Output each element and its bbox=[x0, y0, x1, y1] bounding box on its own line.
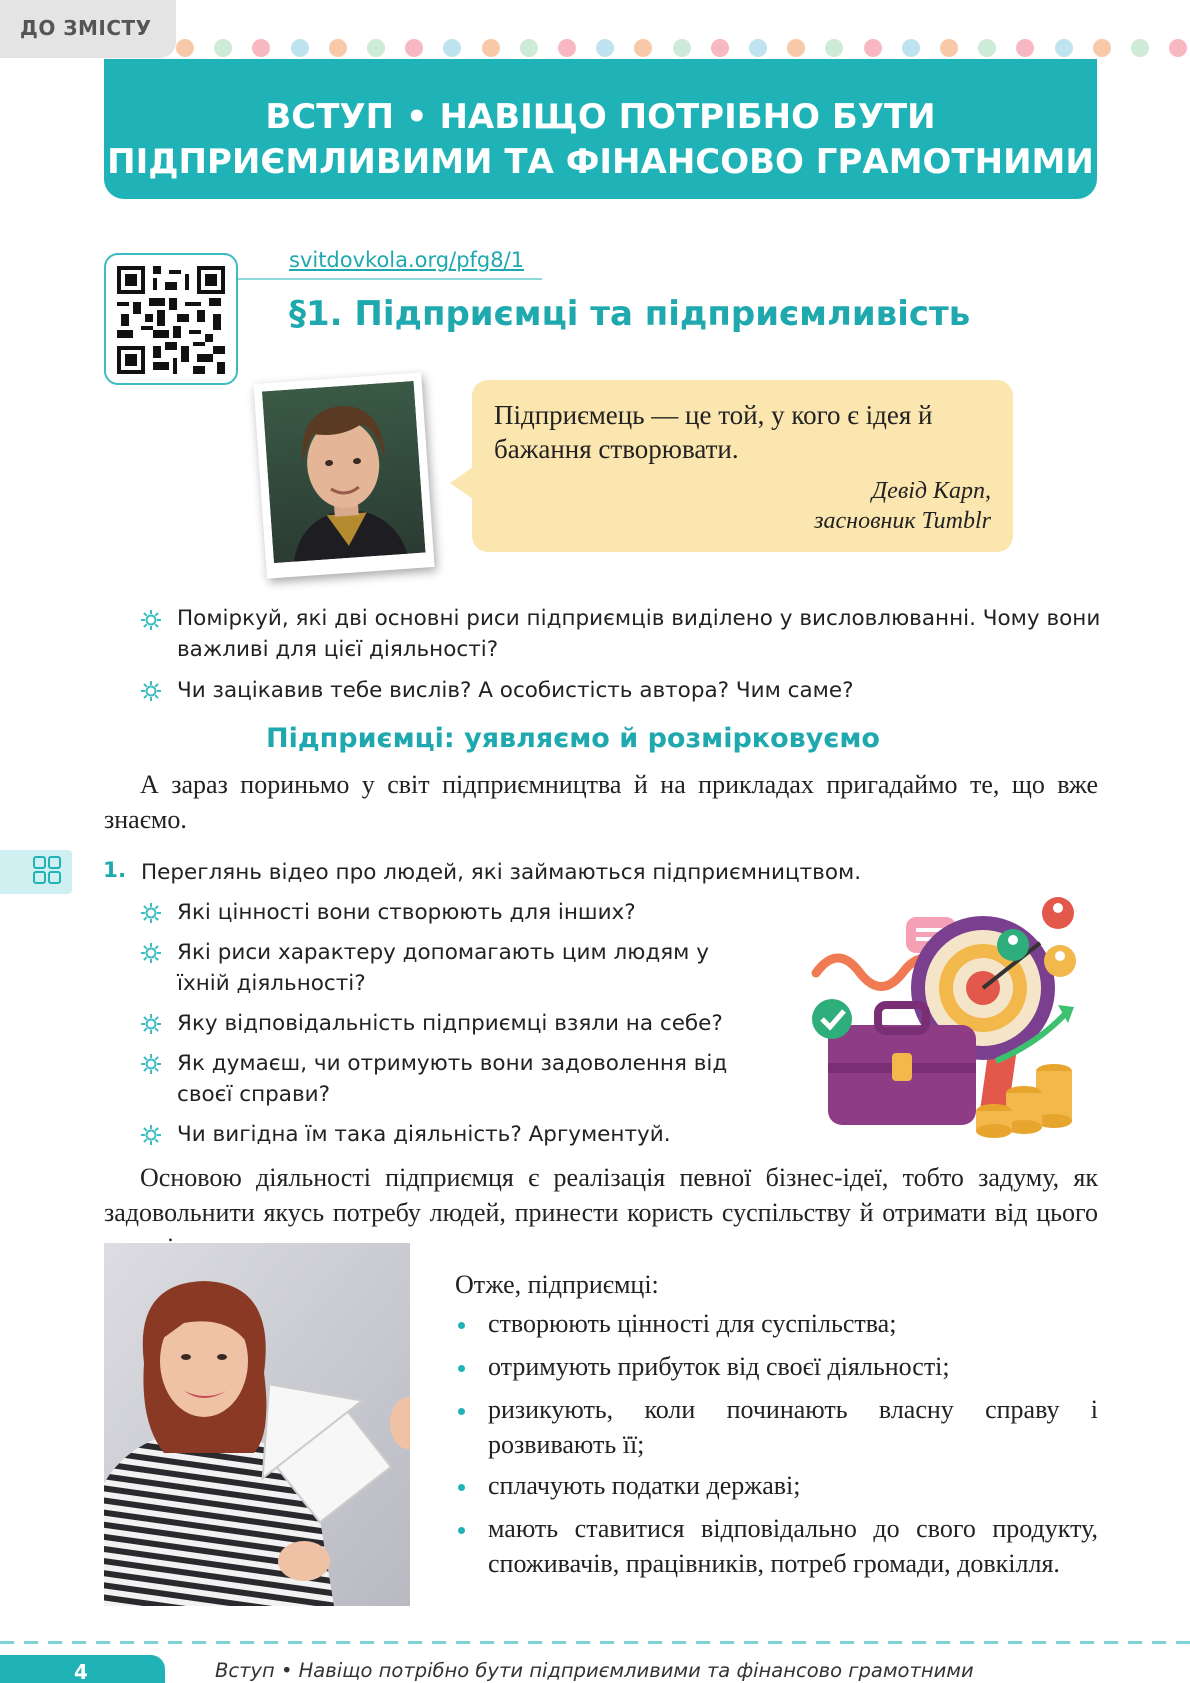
bullet-marker bbox=[458, 1322, 465, 1329]
decorative-dot bbox=[1055, 39, 1073, 57]
decorative-dot bbox=[634, 39, 652, 57]
decorative-dot bbox=[367, 39, 385, 57]
quote-author bbox=[494, 476, 991, 536]
sun-bullet-icon bbox=[140, 1124, 162, 1146]
banner-line-1: ВСТУП • НАВІЩО ПОТРІБНО БУТИ bbox=[265, 97, 936, 137]
decorative-dot bbox=[1169, 39, 1187, 57]
portrait-photo bbox=[253, 372, 434, 578]
bullet-marker bbox=[458, 1484, 465, 1491]
footer-dashed-line bbox=[0, 1641, 1190, 1644]
reflection-question: Поміркуй, які дві основні риси підприємців виділено у висловлюванні. Чому вони важливі для цієї діяльності? bbox=[177, 606, 1101, 662]
toc-link[interactable]: ДО ЗМІСТУ bbox=[0, 0, 176, 58]
decorative-dot bbox=[443, 39, 461, 57]
decorative-dot bbox=[329, 39, 347, 57]
sun-bullet-icon bbox=[140, 1053, 162, 1075]
section-subheading: Підприємці: уявляємо й розмірковуємо bbox=[266, 723, 880, 754]
url-underline bbox=[238, 278, 542, 280]
qr-code[interactable] bbox=[104, 253, 238, 385]
woman-with-arrow-photo bbox=[104, 1243, 410, 1606]
sun-bullet-icon bbox=[140, 680, 162, 702]
lesson-url-link[interactable]: svitdovkola.org/pfg8/1 bbox=[289, 248, 525, 272]
banner-line-2: ПІДПРИЄМЛИВИМИ ТА ФІНАНСОВО ГРАМОТНИМИ bbox=[107, 142, 1094, 182]
task-number: 1. bbox=[103, 858, 127, 883]
decorative-dot bbox=[558, 39, 576, 57]
decorative-dot bbox=[520, 39, 538, 57]
task-question: Чи вигідна їм така діяльність? Аргументуй. bbox=[177, 1122, 671, 1147]
decorative-dot bbox=[864, 39, 882, 57]
bullet-item: сплачують податки державі; bbox=[488, 1471, 801, 1500]
task-text: Переглянь відео про людей, які займаються підприємництвом. bbox=[141, 860, 862, 885]
quote-author-role: засновник Tumblr bbox=[814, 508, 991, 534]
bullet-marker bbox=[458, 1365, 465, 1372]
quote-bubble bbox=[472, 380, 1013, 552]
reflection-question: Чи зацікавив тебе вислів? А особистість автора? Чим саме? bbox=[177, 678, 854, 703]
bullet-marker bbox=[458, 1408, 465, 1415]
running-title: Вступ • Навіщо потрібно бути підприємливими та фінансово грамотними bbox=[215, 1659, 974, 1682]
decorative-dot bbox=[1131, 39, 1149, 57]
decorative-dot bbox=[176, 39, 194, 57]
video-task-marker bbox=[0, 850, 72, 894]
therefore-line: Отже, підприємці: bbox=[455, 1270, 659, 1299]
paragraph-title: §1. Підприємці та підприємливість bbox=[289, 294, 971, 334]
decorative-dot bbox=[252, 39, 270, 57]
quote-text: Підприємець — це той, у кого є ідея й бажання створювати. bbox=[494, 400, 933, 464]
business-target-illustration bbox=[808, 893, 1090, 1143]
decorative-dot bbox=[291, 39, 309, 57]
page-number: 4 bbox=[0, 1655, 165, 1683]
bullet-marker bbox=[458, 1527, 465, 1534]
sun-bullet-icon bbox=[140, 609, 162, 631]
decorative-dot bbox=[482, 39, 500, 57]
task-question: Яку відповідальність підприємці взяли на себе? bbox=[177, 1011, 723, 1036]
bullet-item: створюють цінності для суспільства; bbox=[488, 1309, 897, 1338]
bullet-item: мають ставитися відповідально до свого продукту, споживачів, працівників, потреб громади, довкілля. bbox=[488, 1514, 1098, 1578]
sun-bullet-icon bbox=[140, 902, 162, 924]
bullet-item: отримують прибуток від своєї діяльності; bbox=[488, 1352, 950, 1381]
decorative-dot bbox=[1016, 39, 1034, 57]
decorative-dot bbox=[787, 39, 805, 57]
decorative-dot bbox=[902, 39, 920, 57]
decorative-dot bbox=[711, 39, 729, 57]
decorative-dots bbox=[176, 39, 1186, 59]
video-grid-icon bbox=[0, 850, 72, 894]
decorative-dot bbox=[825, 39, 843, 57]
decorative-dot bbox=[405, 39, 423, 57]
decorative-dot bbox=[978, 39, 996, 57]
decorative-dot bbox=[1093, 39, 1111, 57]
decorative-dot bbox=[673, 39, 691, 57]
decorative-dot bbox=[214, 39, 232, 57]
decorative-dot bbox=[596, 39, 614, 57]
quote-author-name: Девід Карп, bbox=[871, 478, 991, 504]
task-question: Які цінності вони створюють для інших? bbox=[177, 900, 636, 925]
bullet-item: ризикують, коли починають власну справу і розвивають її; bbox=[488, 1395, 1098, 1459]
chapter-banner bbox=[104, 59, 1097, 199]
task-question: Які риси характеру допомагають цим людям у їхній діяльності? bbox=[177, 940, 709, 996]
sun-bullet-icon bbox=[140, 942, 162, 964]
intro-paragraph: А зараз пориньмо у світ підприємництва й на прикладах пригадаймо те, що вже знаємо. bbox=[104, 770, 1098, 834]
sun-bullet-icon bbox=[140, 1013, 162, 1035]
qr-code-icon bbox=[117, 266, 225, 374]
decorative-dot bbox=[940, 39, 958, 57]
main-paragraph-text: Основою діяльності підприємця є реалізація певної бізнес-ідеї, тобто задуму, як задовольнити якусь потребу людей, принести користь суспільству й отримати від цього bbox=[104, 1163, 1098, 1227]
decorative-dot bbox=[749, 39, 767, 57]
task-question: Як думаєш, чи отримують вони задоволення від своєї справи? bbox=[177, 1051, 728, 1107]
